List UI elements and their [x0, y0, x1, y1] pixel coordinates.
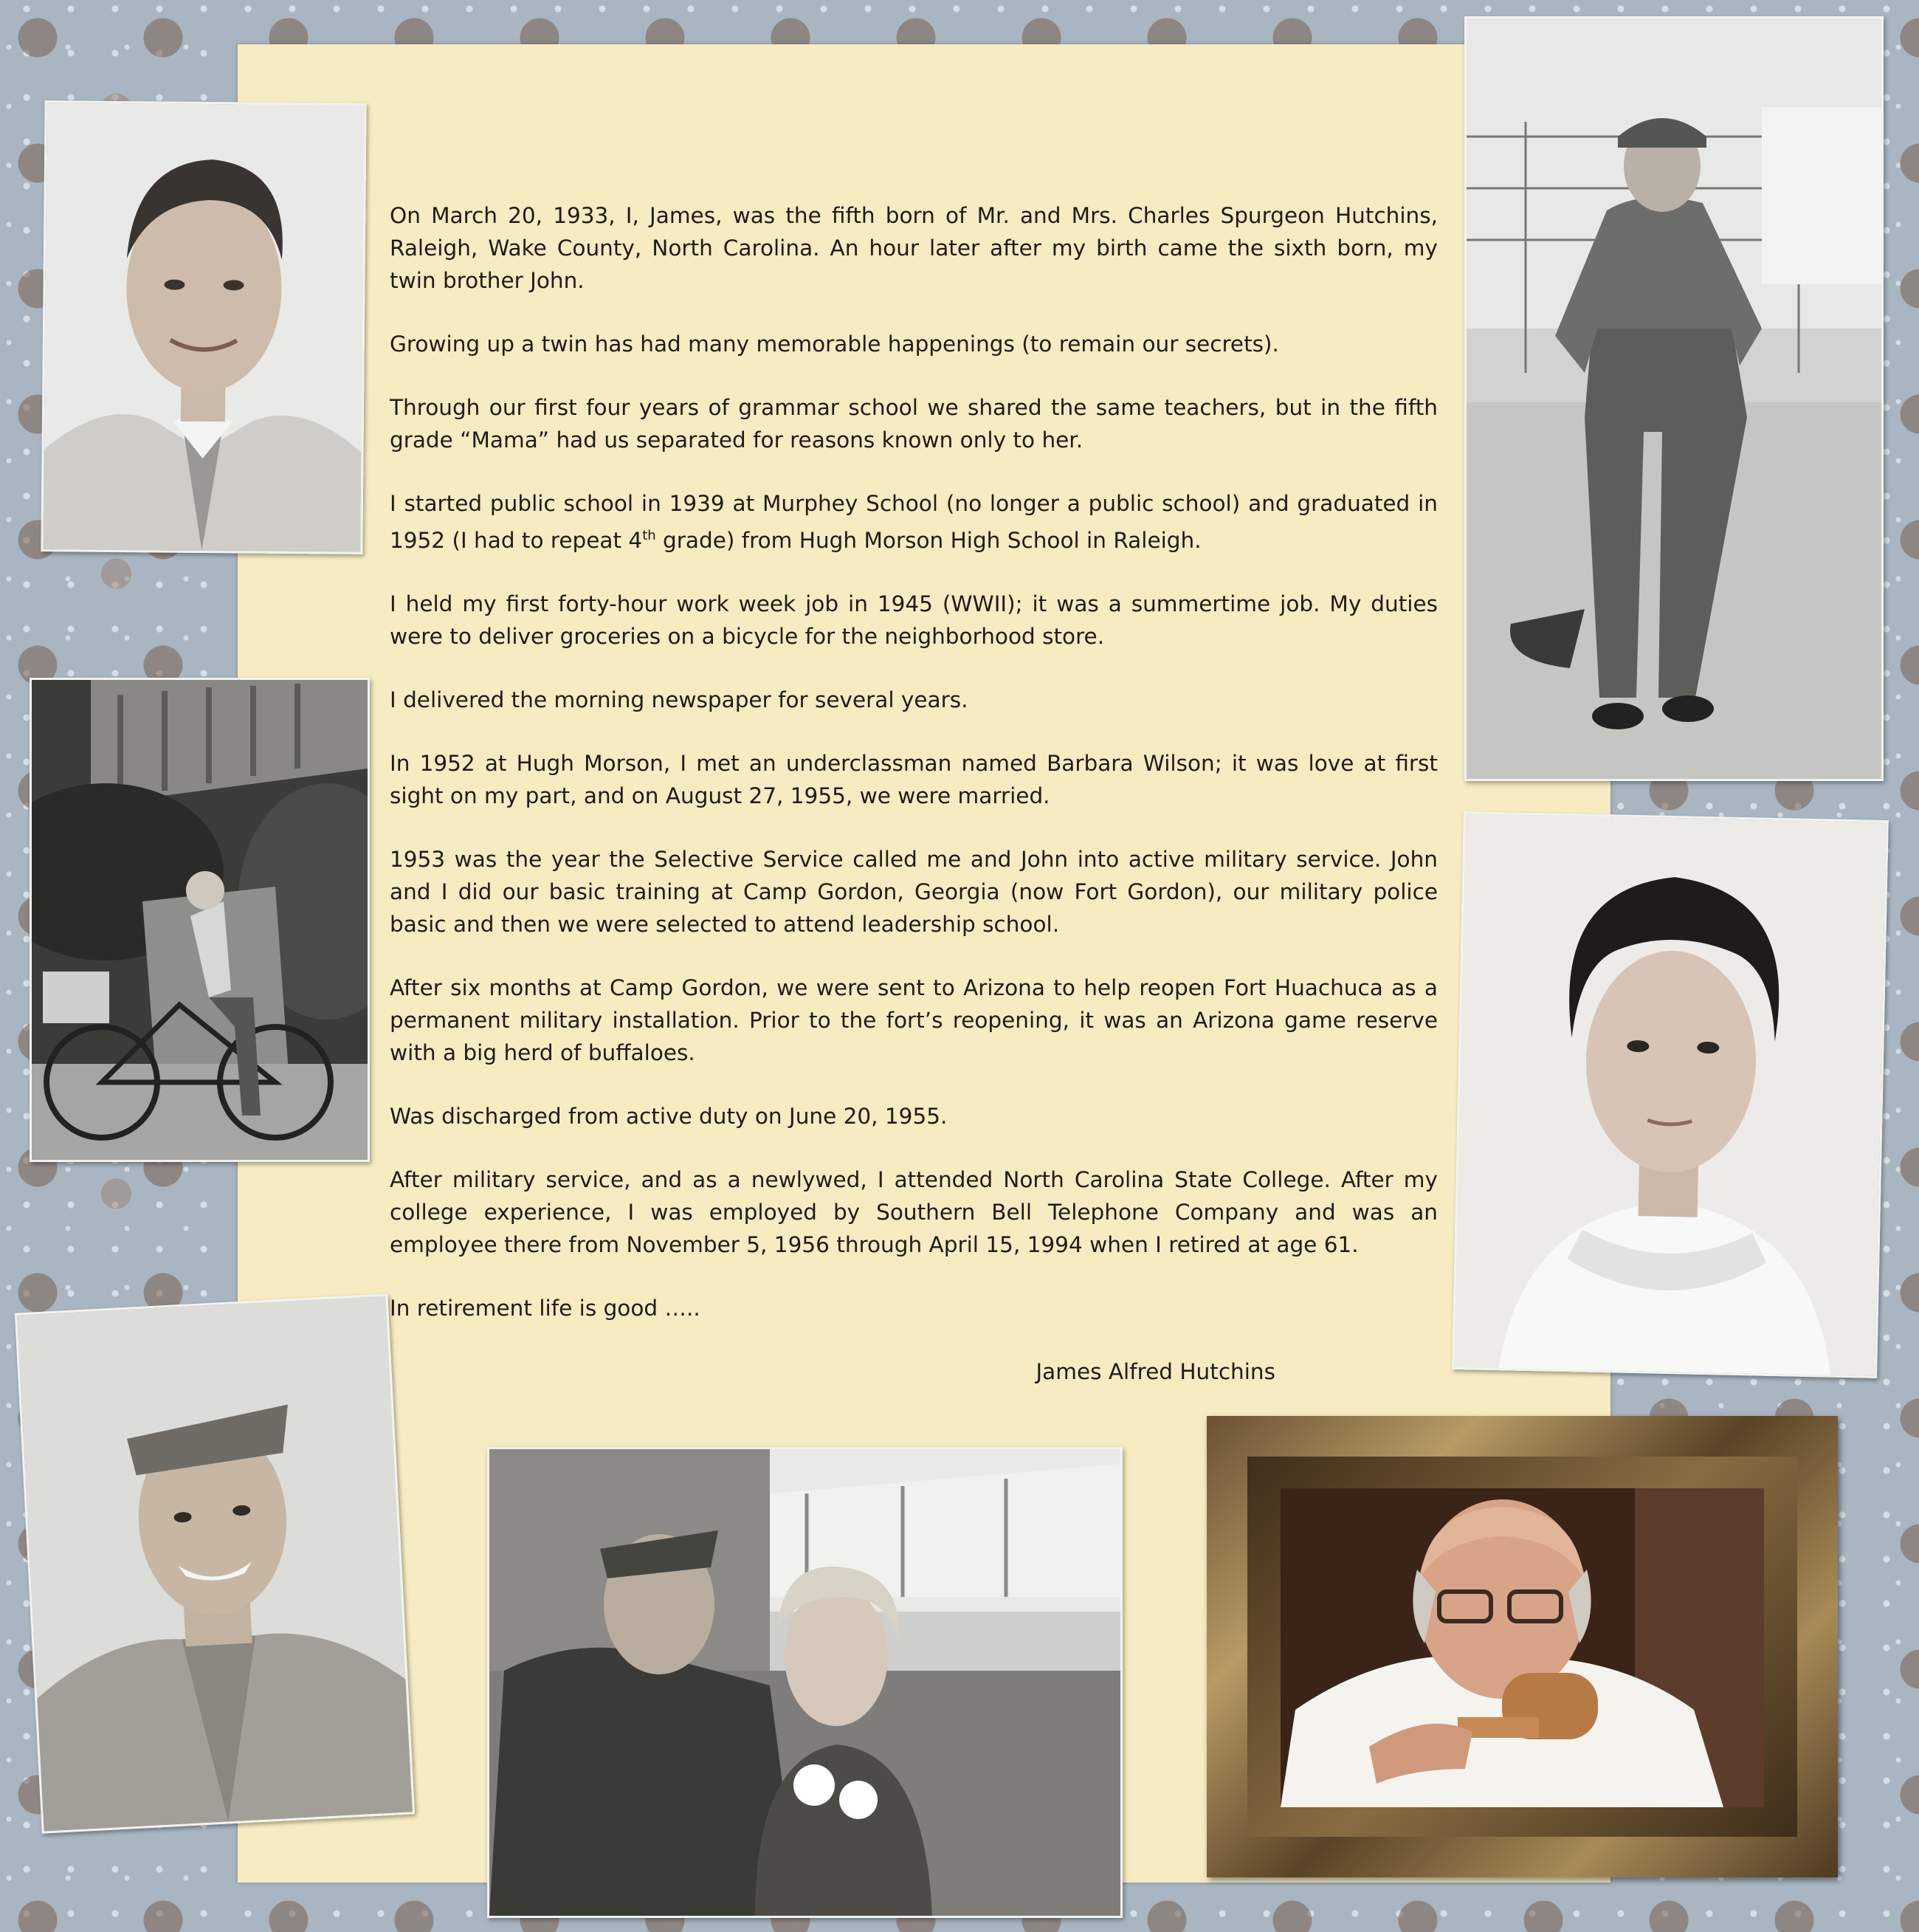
portrait-suit-photo: [41, 100, 366, 554]
superscript-th: th: [642, 528, 656, 543]
story-paragraph: After six months at Camp Gordon, we were sent to Arizona to help reopen Fort Huachuca as a permanent military installation. Prior to the fort’s reopening, it was an Arizona game reserve with a big herd of buffaloes.: [390, 974, 1438, 1065]
couple-photo: [487, 1447, 1123, 1918]
story-paragraph: I delivered the morning newspaper for several years.: [390, 687, 968, 712]
soldier-cap-photo: [15, 1293, 415, 1834]
woman-portrait-photo: [1452, 811, 1889, 1378]
story-paragraph: Through our first four years of grammar school we shared the same teachers, but in the fifth grade “Mama” had us separated for reasons known only to her.: [390, 395, 1438, 453]
signature: James Alfred Hutchins: [1036, 1358, 1275, 1384]
story-paragraph: [390, 487, 1438, 557]
story-paragraph: 1953 was the year the Selective Service called me and John into active military service. John and I did our basic training at Camp Gordon, Georgia (now Fort Gordon), our military police basic and then we were selected to attend leadership school.: [390, 846, 1438, 937]
story-paragraph: Growing up a twin has had many memorable happenings (to remain our secrets).: [390, 331, 1279, 357]
man-hammer-photo: [1281, 1488, 1764, 1807]
story-paragraph-text: I started public school in 1939 at Murphey School (no longer a public school) and graduated in 1952 (I had to repeat 4: [390, 491, 1438, 553]
story-paragraph: After military service, and as a newlywed, I attended North Carolina State College. After my college experience, I was employed by Southern Bell Telephone Company and was an employee there from November 5, 1956 through April 15, 1994 when I retired at age 61.: [390, 1166, 1438, 1257]
story-paragraph: In 1952 at Hugh Morson, I met an underclassman named Barbara Wilson; it was love at first sight on my part, and on August 27, 1955, we were married.: [390, 750, 1438, 808]
biography-text: [390, 199, 1438, 1388]
story-paragraph: In retirement life is good …..: [390, 1295, 700, 1321]
gold-picture-frame: [1207, 1416, 1838, 1877]
story-paragraph: On March 20, 1933, I, James, was the fifth born of Mr. and Mrs. Charles Spurgeon Hutchins, Raleigh, Wake County, North Carolina. An hour later after my birth came the sixth born, my twin brother John.: [390, 203, 1438, 293]
soldier-standing-photo: [1464, 16, 1884, 781]
boy-bicycle-photo: [30, 678, 370, 1162]
story-paragraph: I held my first forty-hour work week job in 1945 (WWII); it was a summertime job. My duties were to deliver groceries on a bicycle for the neighborhood store.: [390, 591, 1438, 649]
story-paragraph: Was discharged from active duty on June 20, 1955.: [390, 1103, 948, 1129]
story-paragraph-tail: grade) from Hugh Morson High School in Raleigh.: [655, 527, 1202, 553]
